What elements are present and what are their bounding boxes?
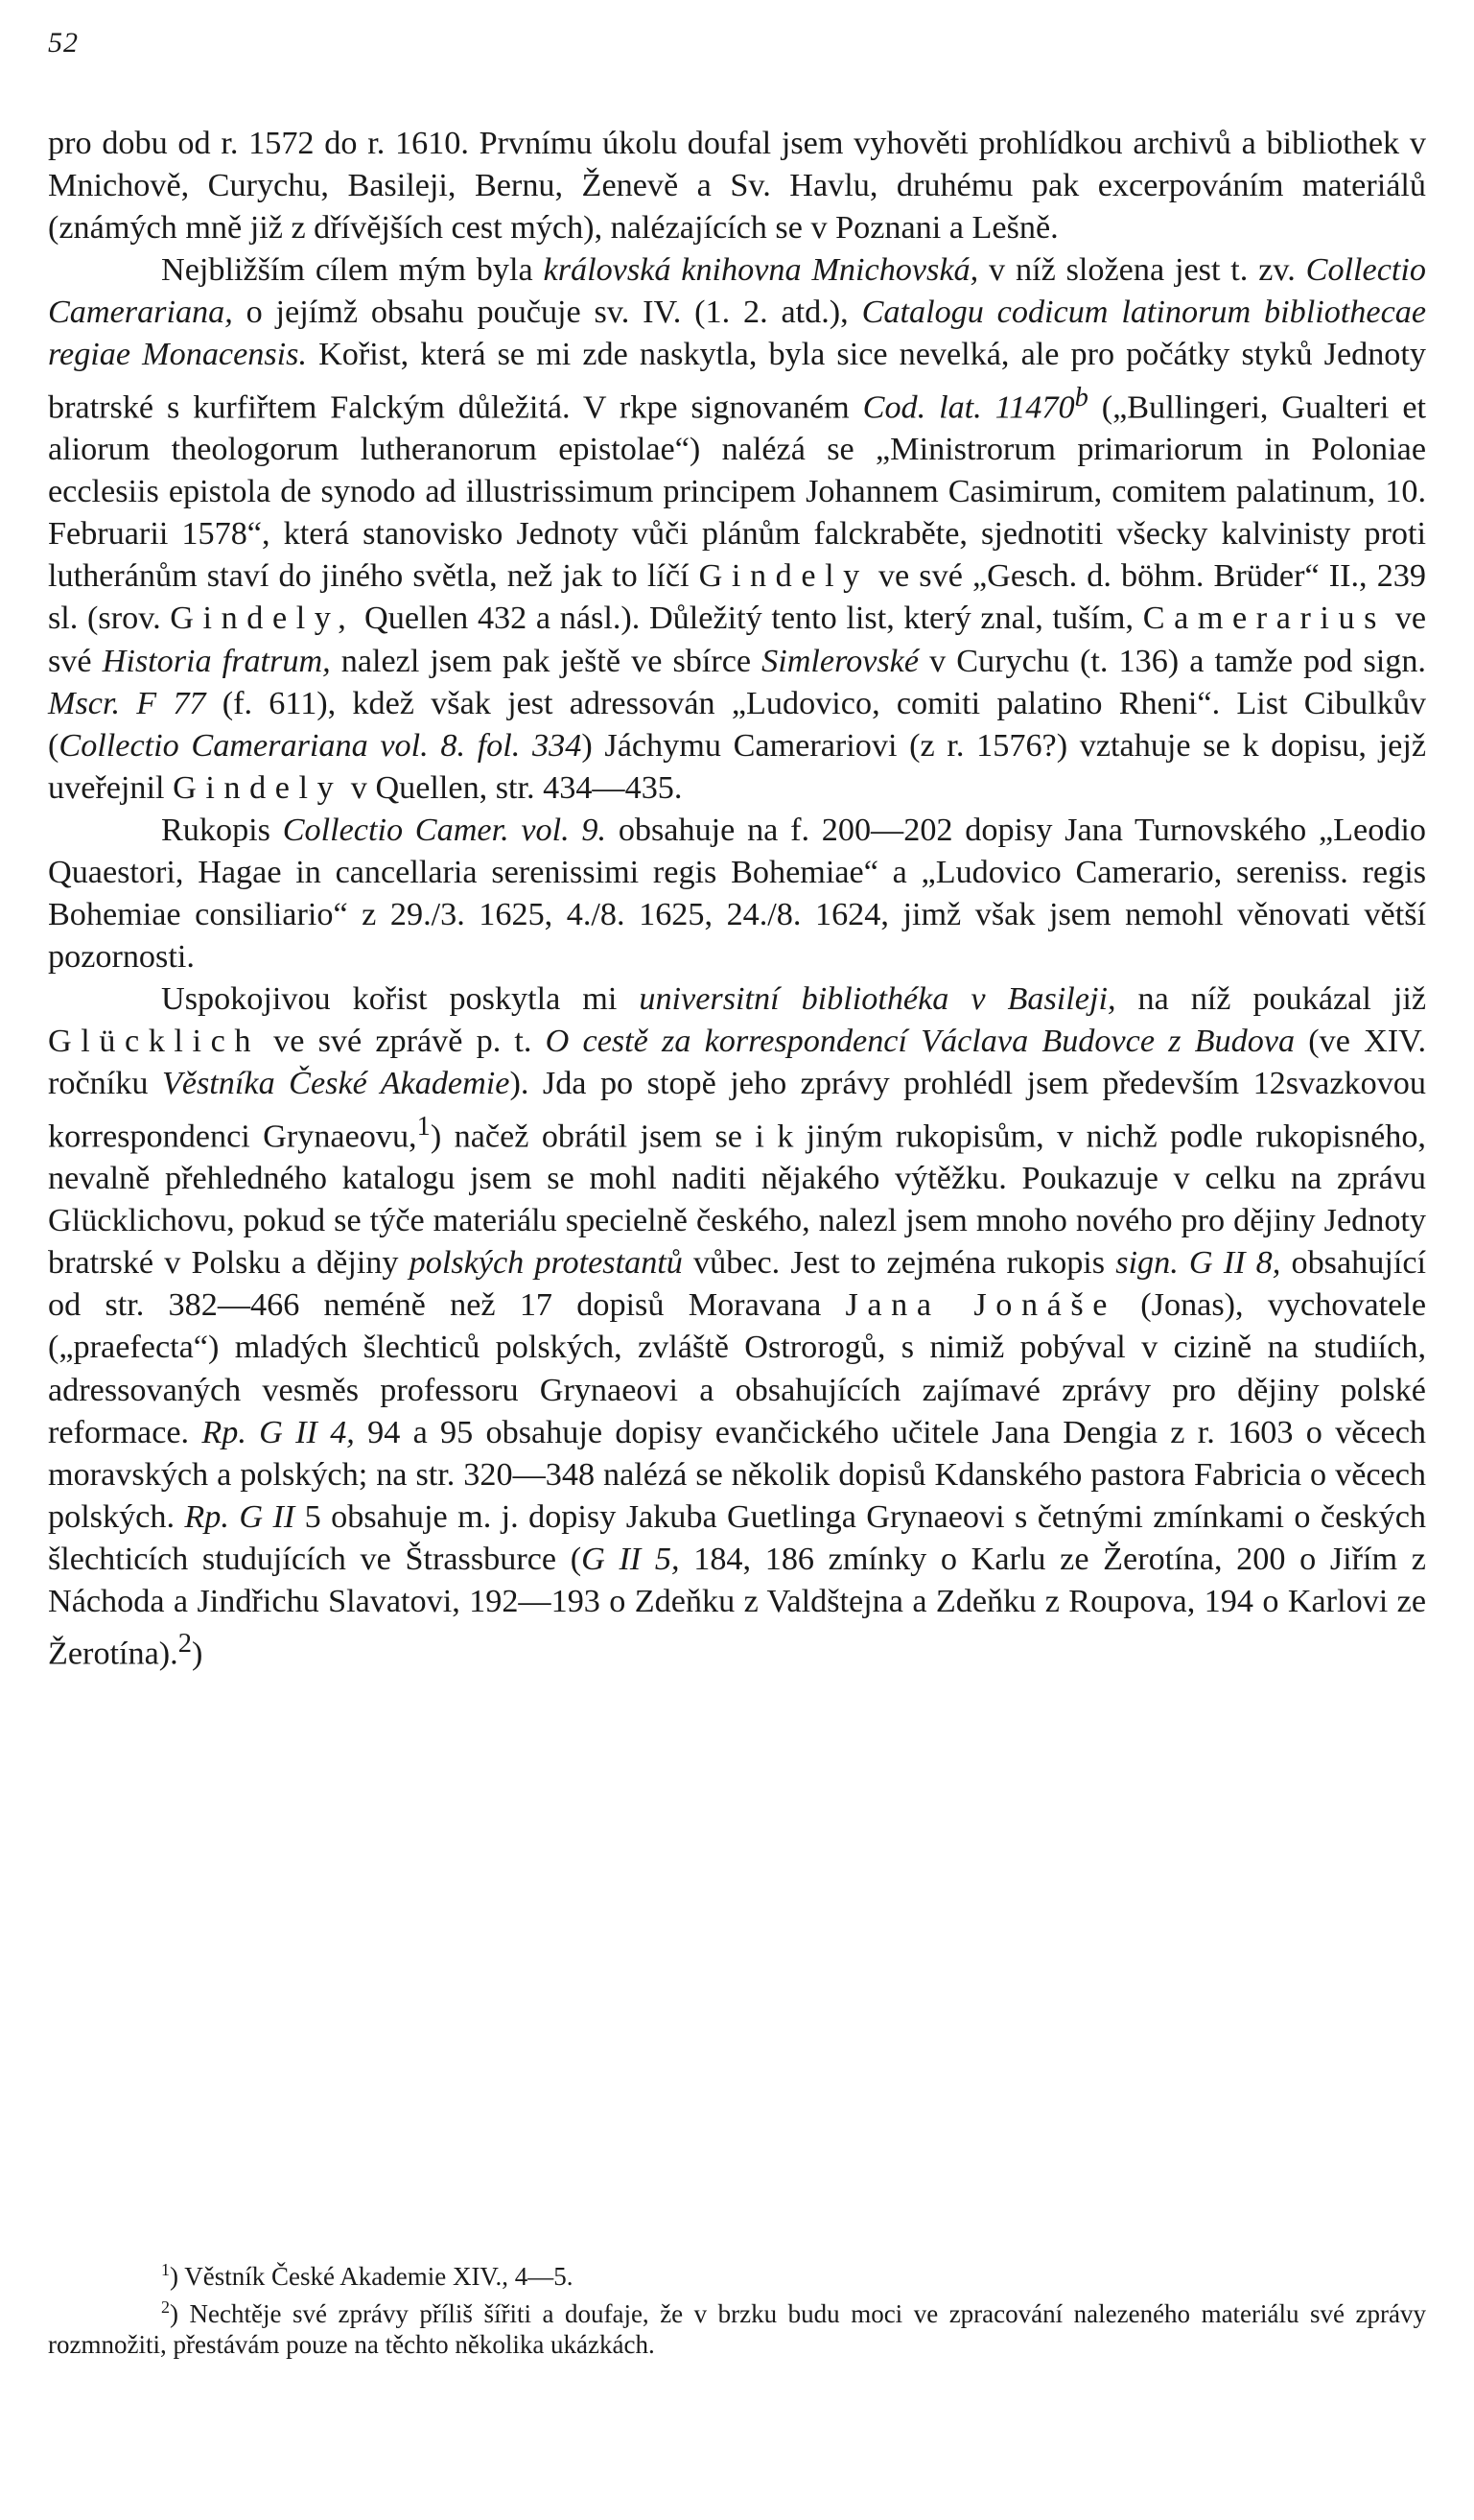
italic-text: polských protestantů <box>409 1245 683 1282</box>
text: obsahující od str. 382—466 neméně než 17 dopisů Moravana <box>48 1245 1426 1324</box>
text: o jejímž obsahu poučuje sv. IV. (1. 2. atd.), <box>232 294 862 331</box>
text: Nejbližším cílem mým byla <box>161 252 544 289</box>
text: pro dobu od r. 1572 do r. 1610. Prvnímu úkolu doufal jsem vyhověti prohlídkou archivů a bibliothek v Mnichově, Curychu, Basileji, Bernu, Ženevě a Sv. Havlu, druhému pak excerpováním materiálů (známých mně již z dřívějších cest mých), nalézajících se v Poznani a Lešně. <box>48 126 1426 247</box>
footnote <box>48 2292 1426 2360</box>
footnotes <box>48 2254 1426 2360</box>
spaced-name: Gindely <box>698 558 869 595</box>
italic-text: O cestě za korrespondencí Václava Budovce z Budova <box>545 1024 1296 1060</box>
text: v Curychu (t. 136) a tamže pod sign. <box>919 643 1426 679</box>
italic-text: universitní bibliothéka v Basileji, <box>639 981 1116 1018</box>
italic-text: Collectio Camer. vol. 9. <box>282 812 607 848</box>
italic-text: Catalogu codicum latinorum bibliothecae regiae Monacensis. <box>48 294 1427 373</box>
text: na níž poukázal již <box>1115 981 1426 1018</box>
italic-text: Rp. G II <box>184 1498 295 1535</box>
footnote <box>48 2254 1426 2292</box>
text: 5 obsahuje m. j. dopisy Jakuba Guetlinga Grynaeovi s četnými zmínkami o českých šlechticích studujících ve Štrassburce ( <box>48 1498 1427 1577</box>
text: Kořist, která se mi zde naskytla, byla sice nevelká, ale pro počátky styků Jednoty bratrské s kurfiřtem Falckým důležitá. V rkpe signovaném <box>48 337 1426 425</box>
footnote-text: ) Věstník České Akademie XIV., 4—5. <box>170 2262 573 2291</box>
text: Rukopis <box>161 812 283 848</box>
italic-text: Collectio Camerariana vol. 8. fol. 334 <box>58 727 582 764</box>
text: Quellen 432 a násl.). Důležitý tento list, který znal, tuším, <box>355 601 1143 637</box>
text: obsahuje na f. 200—202 dopisy Jana Turnovského „Leodio Quaestori, Hagae in cancellaria serenissimi regis Bohemiae“ a „Ludovico Camerario, sereniss. regis Bohemiae consiliario“ z 29./3. 1625, 4./8. 1625, 24./8. 1624, jimž však jsem nemohl věnovati větší pozornosti. <box>48 812 1427 976</box>
paragraph-4 <box>48 978 1426 1675</box>
text: ) <box>191 1636 203 1672</box>
text: (f. 611), kdež však jest adressován „Ludovico, comiti palatino Rheni“. List Cibulkův ( <box>48 685 1427 764</box>
text: ve své <box>48 601 1427 679</box>
paragraph-3 <box>48 810 1426 978</box>
text: v Quellen, str. 434—435. <box>342 769 683 806</box>
text: ). Jda po stopě jeho zprávy prohlédl jsem především 12svazkovou korrespondenci Grynaeovu, <box>48 1066 1426 1154</box>
text: ) načež obrátil jsem se i k jiným rukopisům, v nichž podle rukopisného, nevalně přehledného katalogu jsem se mohl naditi nějakého výtěžku. Poukazuje v celku na zprávu Glücklichovu, pokud se týče materiálu specielně českého, nalezl jsem mnoho nového pro dějiny Jednoty bratrské v Polsku a dějiny <box>48 1118 1426 1282</box>
italic-text: G II 5, <box>581 1541 680 1577</box>
text: (Jonas), vychovatele („praefecta“) mladých šlechticů polských, zvláště Ostrorogů, s nimiž pobýval v cizině na studiích, adressovaných vesměs professoru Grynaeovi a obsahujících zajímavé zprávy pro dějiny polské reformace. <box>48 1287 1426 1450</box>
italic-text: sign. G II 8, <box>1115 1245 1281 1282</box>
text: 184, 186 zmínky o Karlu ze Žerotína, 200 o Jiřím z Náchoda a Jindřichu Slavatovi, 192—193 o Zdeňku z Valdštejna a Zdeňku z Roupova, 194 o Karlovi ze Žerotína). <box>48 1541 1426 1672</box>
signature-superscript: b <box>1074 382 1088 412</box>
italic-text: Simlerovské <box>761 643 920 679</box>
body-text <box>48 123 1426 1676</box>
footnote-mark: 2 <box>161 2297 170 2317</box>
text: v níž složena jest t. zv. <box>978 252 1306 289</box>
footnote-ref: 1 <box>416 1111 431 1142</box>
text: 94 a 95 obsahuje dopisy evančického učitele Jana Dengia z r. 1603 o věcech moravských a polských; na str. 320—348 nalézá se několik dopisů Kdanského pastora Fabricia o věcech polských. <box>48 1414 1426 1535</box>
paragraph-2 <box>48 249 1426 810</box>
text: ve své zprávě p. t. <box>260 1024 546 1060</box>
spaced-name: Camerarius <box>1142 601 1387 637</box>
spaced-name: Gindely <box>173 769 343 806</box>
spaced-name: Jana Jonáše <box>845 1287 1117 1324</box>
spaced-name: Gindely, <box>170 601 356 637</box>
page-number: 52 <box>48 27 79 59</box>
text: ) Jáchymu Camerariovi (z r. 1576?) vztahuje se k dopisu, jejž uveřejnil <box>48 727 1426 806</box>
signature-code: Cod. lat. 11470 <box>862 389 1075 425</box>
italic-text: Věstníka České Akademie <box>161 1066 510 1102</box>
text: („Bullingeri, Gualteri et aliorum theologorum lutheranorum epistolae“) nalézá se „Ministrorum primariorum in Poloniae ecclesiis epistola de synodo ad illustrissimum principem Johannem Casimirum, comitem palatinum, 10. Februarii 1578“, která stanovisko Jednoty vůči plánům falckraběte, sjednotiti všecky kalvinisty proti lutheránům staví do jiného světla, než jak to líčí <box>48 389 1426 595</box>
text: ve své „Gesch. d. böhm. Brüder“ II., 239 sl. (srov. <box>48 558 1426 637</box>
italic-text: královská knihovna Mnichovská, <box>543 252 979 289</box>
italic-text: Mscr. F 77 <box>48 685 206 721</box>
spaced-name: Glücklich <box>48 1024 260 1060</box>
italic-text: Historia fratrum, <box>102 643 331 679</box>
italic-text: Rp. G II 4, <box>201 1414 355 1450</box>
paragraph-1 <box>48 123 1426 249</box>
text: vůbec. Jest to zejména rukopis <box>682 1245 1116 1282</box>
text: (ve XIV. ročníku <box>48 1024 1427 1102</box>
italic-text: Collectio Camerariana, <box>48 252 1426 331</box>
footnote-text: ) Nechtěje své zprávy příliš šířiti a doufaje, že v brzku budu moci ve zpracování nalezeného materiálu své zprávy rozmnožiti, přestávám pouze na těchto několika ukázkách. <box>48 2299 1426 2359</box>
footnote-mark: 1 <box>161 2260 170 2279</box>
footnote-ref: 2 <box>177 1629 192 1660</box>
text: Uspokojivou kořist poskytla mi <box>161 981 640 1018</box>
text: nalezl jsem pak ještě ve sbírce <box>330 643 762 679</box>
